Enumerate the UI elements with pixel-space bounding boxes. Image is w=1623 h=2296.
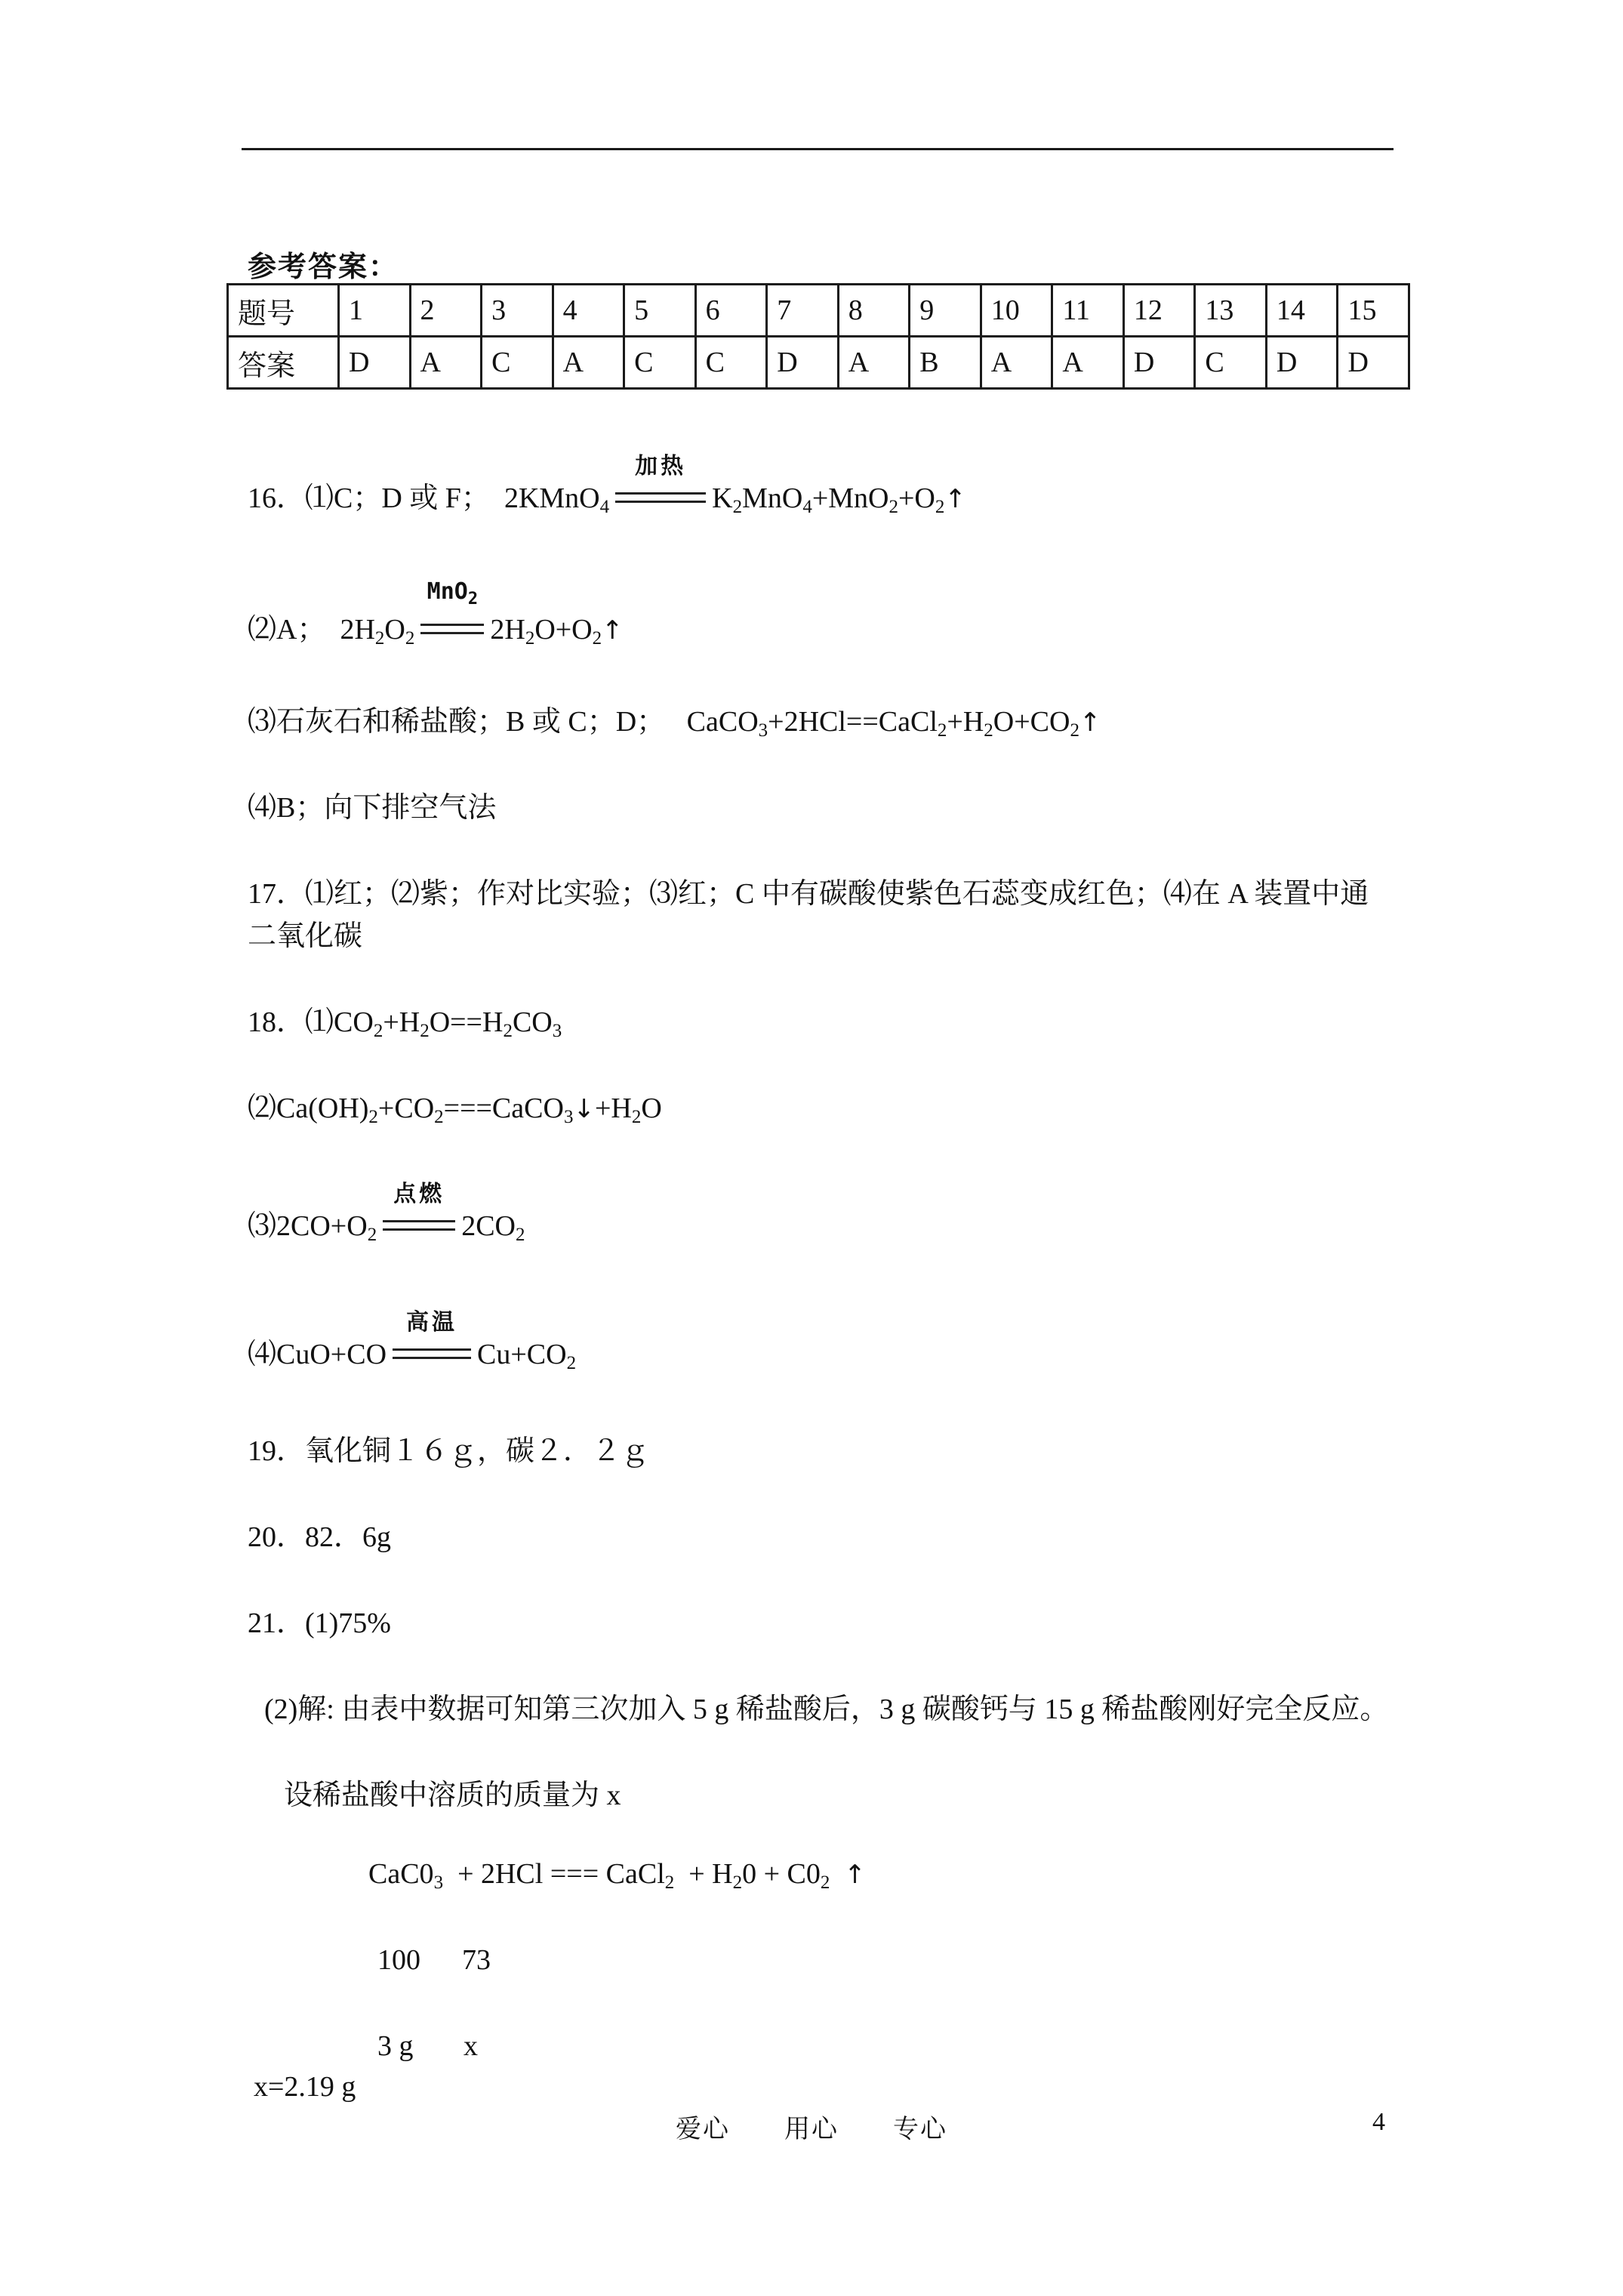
table-cell: A (410, 337, 482, 389)
q21-ratio-1b: 73 (462, 1944, 491, 1976)
table-cell: C (482, 337, 553, 389)
table-cell: C (1195, 337, 1267, 389)
table-cell: A (838, 337, 910, 389)
condition-label: 高温 (406, 1309, 458, 1336)
table-cell: 3 (482, 285, 553, 337)
table-cell: 5 (624, 285, 696, 337)
table-cell: D (1266, 337, 1338, 389)
q16-line-1: 16．⑴C；D 或 F； 2KMnO$_4$ 加热 $K_2MnO_4+MnO_2+O_2↑$ (248, 474, 966, 516)
answer-key-heading: 参考答案： (248, 251, 399, 283)
q18-item2-prefix: ⑵ (248, 1093, 277, 1124)
q21-ratio-1a: 100 (377, 1944, 420, 1976)
reaction-condition (420, 578, 484, 646)
q21-equation: $CaC0_3 + 2HCl$ === CaCl$_2$ + $H_20 + C0_2$ ↑ (368, 1858, 866, 1893)
table-cell: 1 (339, 285, 411, 337)
q19-line: 19．氧化铜１６ｇ，碳２．２ｇ (248, 1435, 650, 1467)
table-cell: 14 (1266, 285, 1338, 337)
q21-ratio-2b: x (463, 2030, 478, 2062)
table-cell: C (624, 337, 696, 389)
answer-table-number-row (228, 285, 1409, 337)
header-rule (242, 148, 1394, 150)
gas-up-arrow-icon: ↑ (602, 615, 624, 646)
table-cell: 10 (981, 285, 1052, 337)
q17-line-1: 17．⑴红；⑵紫；作对比实验；⑶红；C 中有碳酸使紫色石蕊变成红色；⑷在 A 装置中通 (248, 878, 1369, 910)
q21-result: x=2.19 g (254, 2071, 356, 2103)
condition-label: 点燃 (393, 1181, 445, 1207)
table-cell: D (767, 337, 839, 389)
gas-up-arrow-icon: ↑ (1079, 707, 1101, 738)
table-cell: 9 (910, 285, 981, 337)
table-cell: 8 (838, 285, 910, 337)
condition-label: MnO$_2$ (427, 578, 479, 609)
q21-part-2: (2)解: 由表中数据可知第三次加入 5 g 稀盐酸后，3 g 碳酸钙与 15 g 稀盐酸刚好完全反应。 (264, 1693, 1389, 1725)
reaction-condition (383, 1181, 455, 1243)
table-cell: 12 (1123, 285, 1195, 337)
q16-line-4: ⑷B；向下排空气法 (248, 792, 497, 824)
table-cell: C (695, 337, 767, 389)
table-cell: 11 (1052, 285, 1124, 337)
q21-part-1: 21．(1)75% (248, 1607, 391, 1639)
condition-label: 加热 (635, 453, 687, 479)
table-cell: A (981, 337, 1052, 389)
q18-item3-prefix: ⑶ (248, 1210, 277, 1242)
table-cell: 7 (767, 285, 839, 337)
q16-line-3: ⑶石灰石和稀盐酸；B 或 C；D； $CaCO_3+2HCl==CaCl_2+H_2O+CO_2↑$ (248, 706, 1101, 741)
q18-line-4: ⑷CuO+CO 高温 $Cu+CO_2$ (248, 1330, 576, 1372)
q20-line: 20．82．6g (248, 1521, 392, 1553)
precipitate-down-arrow-icon: ↓ (573, 1094, 595, 1124)
gas-up-arrow-icon: ↑ (844, 1860, 866, 1890)
table-cell: 2 (410, 285, 482, 337)
answer-table-answer-row (228, 337, 1409, 389)
table-cell: 6 (695, 285, 767, 337)
table-cell: D (1123, 337, 1195, 389)
gas-up-arrow-icon: ↑ (944, 484, 966, 514)
q17-line-2: 二氧化碳 (248, 920, 363, 952)
table-row-header: 答案 (228, 337, 339, 389)
table-cell: 13 (1195, 285, 1267, 337)
table-cell: A (553, 337, 624, 389)
table-cell: A (1052, 337, 1124, 389)
q16-prefix: 16．⑴C；D 或 F； (248, 482, 490, 514)
q18-line-3: $⑶2CO+O_2$ 点燃 $2CO_2$ (248, 1202, 525, 1244)
footer-motto: 爱心 用心 专心 (676, 2116, 947, 2143)
q18-line-2: $⑵Ca(OH)_2+CO_2===CaCO_3↓+H_2O$ (248, 1093, 662, 1127)
table-cell: 4 (553, 285, 624, 337)
q16-part2-prefix: ⑵A； (248, 614, 326, 646)
q18-line-1: 18．$⑴CO_2+H_2O==H_2CO_3$ (248, 1006, 562, 1041)
table-cell: 15 (1338, 285, 1409, 337)
q18-number: 18．⑴ (248, 1006, 334, 1038)
q16-line-2: ⑵A； $2H_2O_2$ MnO$_2$ $2H_2O+O_2↑$ (248, 578, 624, 649)
table-row-header: 题号 (228, 285, 339, 337)
answer-table (226, 283, 1410, 390)
q18-item4-prefix: ⑷CuO+CO (248, 1339, 387, 1370)
reaction-condition (615, 453, 706, 515)
table-cell: B (910, 337, 981, 389)
table-cell: D (339, 337, 411, 389)
q21-ratio-2a: 3 g (377, 2030, 414, 2062)
q21-setup: 设稀盐酸中溶质的质量为 x (284, 1780, 621, 1811)
reaction-condition (393, 1309, 471, 1371)
table-cell: D (1338, 337, 1409, 389)
page-number: 4 (1372, 2108, 1385, 2136)
q16-part3-text: ⑶石灰石和稀盐酸；B 或 C；D； (248, 706, 666, 738)
q16-reactant: 2KMnO (504, 482, 600, 514)
